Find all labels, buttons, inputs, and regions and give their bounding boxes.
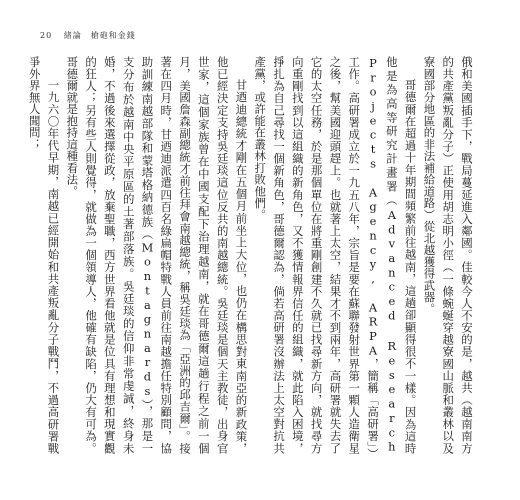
running-header bbox=[40, 30, 136, 41]
paragraph: 一九六〇年代早期，南越已經開始和共產叛亂分子戰鬥，不過高研署戰爭外界無人聞問； bbox=[27, 56, 61, 454]
body-text bbox=[27, 56, 476, 454]
paragraph: 甘迺迪總統才剛在五個月前坐上大位，也仍在構思對東南亞的新政策，他已經決定支持吳廷琰這位反共的南越總統。吳廷琰是個天主教徒，出身官世家，這個家族曾在中國支配下治理越南，就在哥德爾這趟行程之前一個月，美國詹森副總統才前往拜會南越總統，稱吳廷琰為「亞洲的邱吉爾」。接著在四月時，甘迺迪派遣四百名綠扁帽特戰人員前往南越擔任特別顧問，協助訓練南越部隊和蒙塔格納德族（Montagnards），那是一支分布於越南中央平原區的土著部落族。吳廷琰的信仰非常虔誠，終身未婚，不過後來選擇從政，放棄聖職，西方世界看他就是位具有理想和現實觀的狂人；另有些人則覺得，就做為一個領導人，他確有缺陷，仍大有可為。哥德爾就是抱持這種看法。 bbox=[65, 56, 249, 454]
chapter-title: 緒論 槍砲和金錢 bbox=[63, 31, 136, 40]
paragraph: 哥德爾在超過十年期間頻繁前往越南，這趟卻顯得很不一樣。因為這時他是為高等研究計畫署（Advanced Research Projects Agency, ARPA，簡稱「高研署」）工作。高研署成立於一九五八年，宗旨是要在蘇聯發射世界第一顆人造衛星之後，幫美國迎頭趕上。也就著上太空，結果才不到兩年，高研署就失去了它的太空任務，於是那個單位在將重剛創建不久就已找尋新方向，就找尋方向重剛找到以這組織的新角色，又不獲情報界信任的組織，就此陷入困境，掙扎為自己尋找一個新角色，哥德爾認為，倘若高研署沒辦法上太空對抗共產黨，或許能在叢林打敗他們。 bbox=[253, 56, 418, 454]
page-number: 20 bbox=[40, 31, 53, 40]
paragraph: 俄和美國插手下，戰局蔓延進入鄰國。佳較今人不安的是，越共（越南南方的共產黨叛亂分子）正使用胡志明小徑（一條蜿蜒穿越寮國山脈和叢林以及寮國部分地區的非法補給道路）從北越獲得武器。 bbox=[422, 56, 474, 454]
